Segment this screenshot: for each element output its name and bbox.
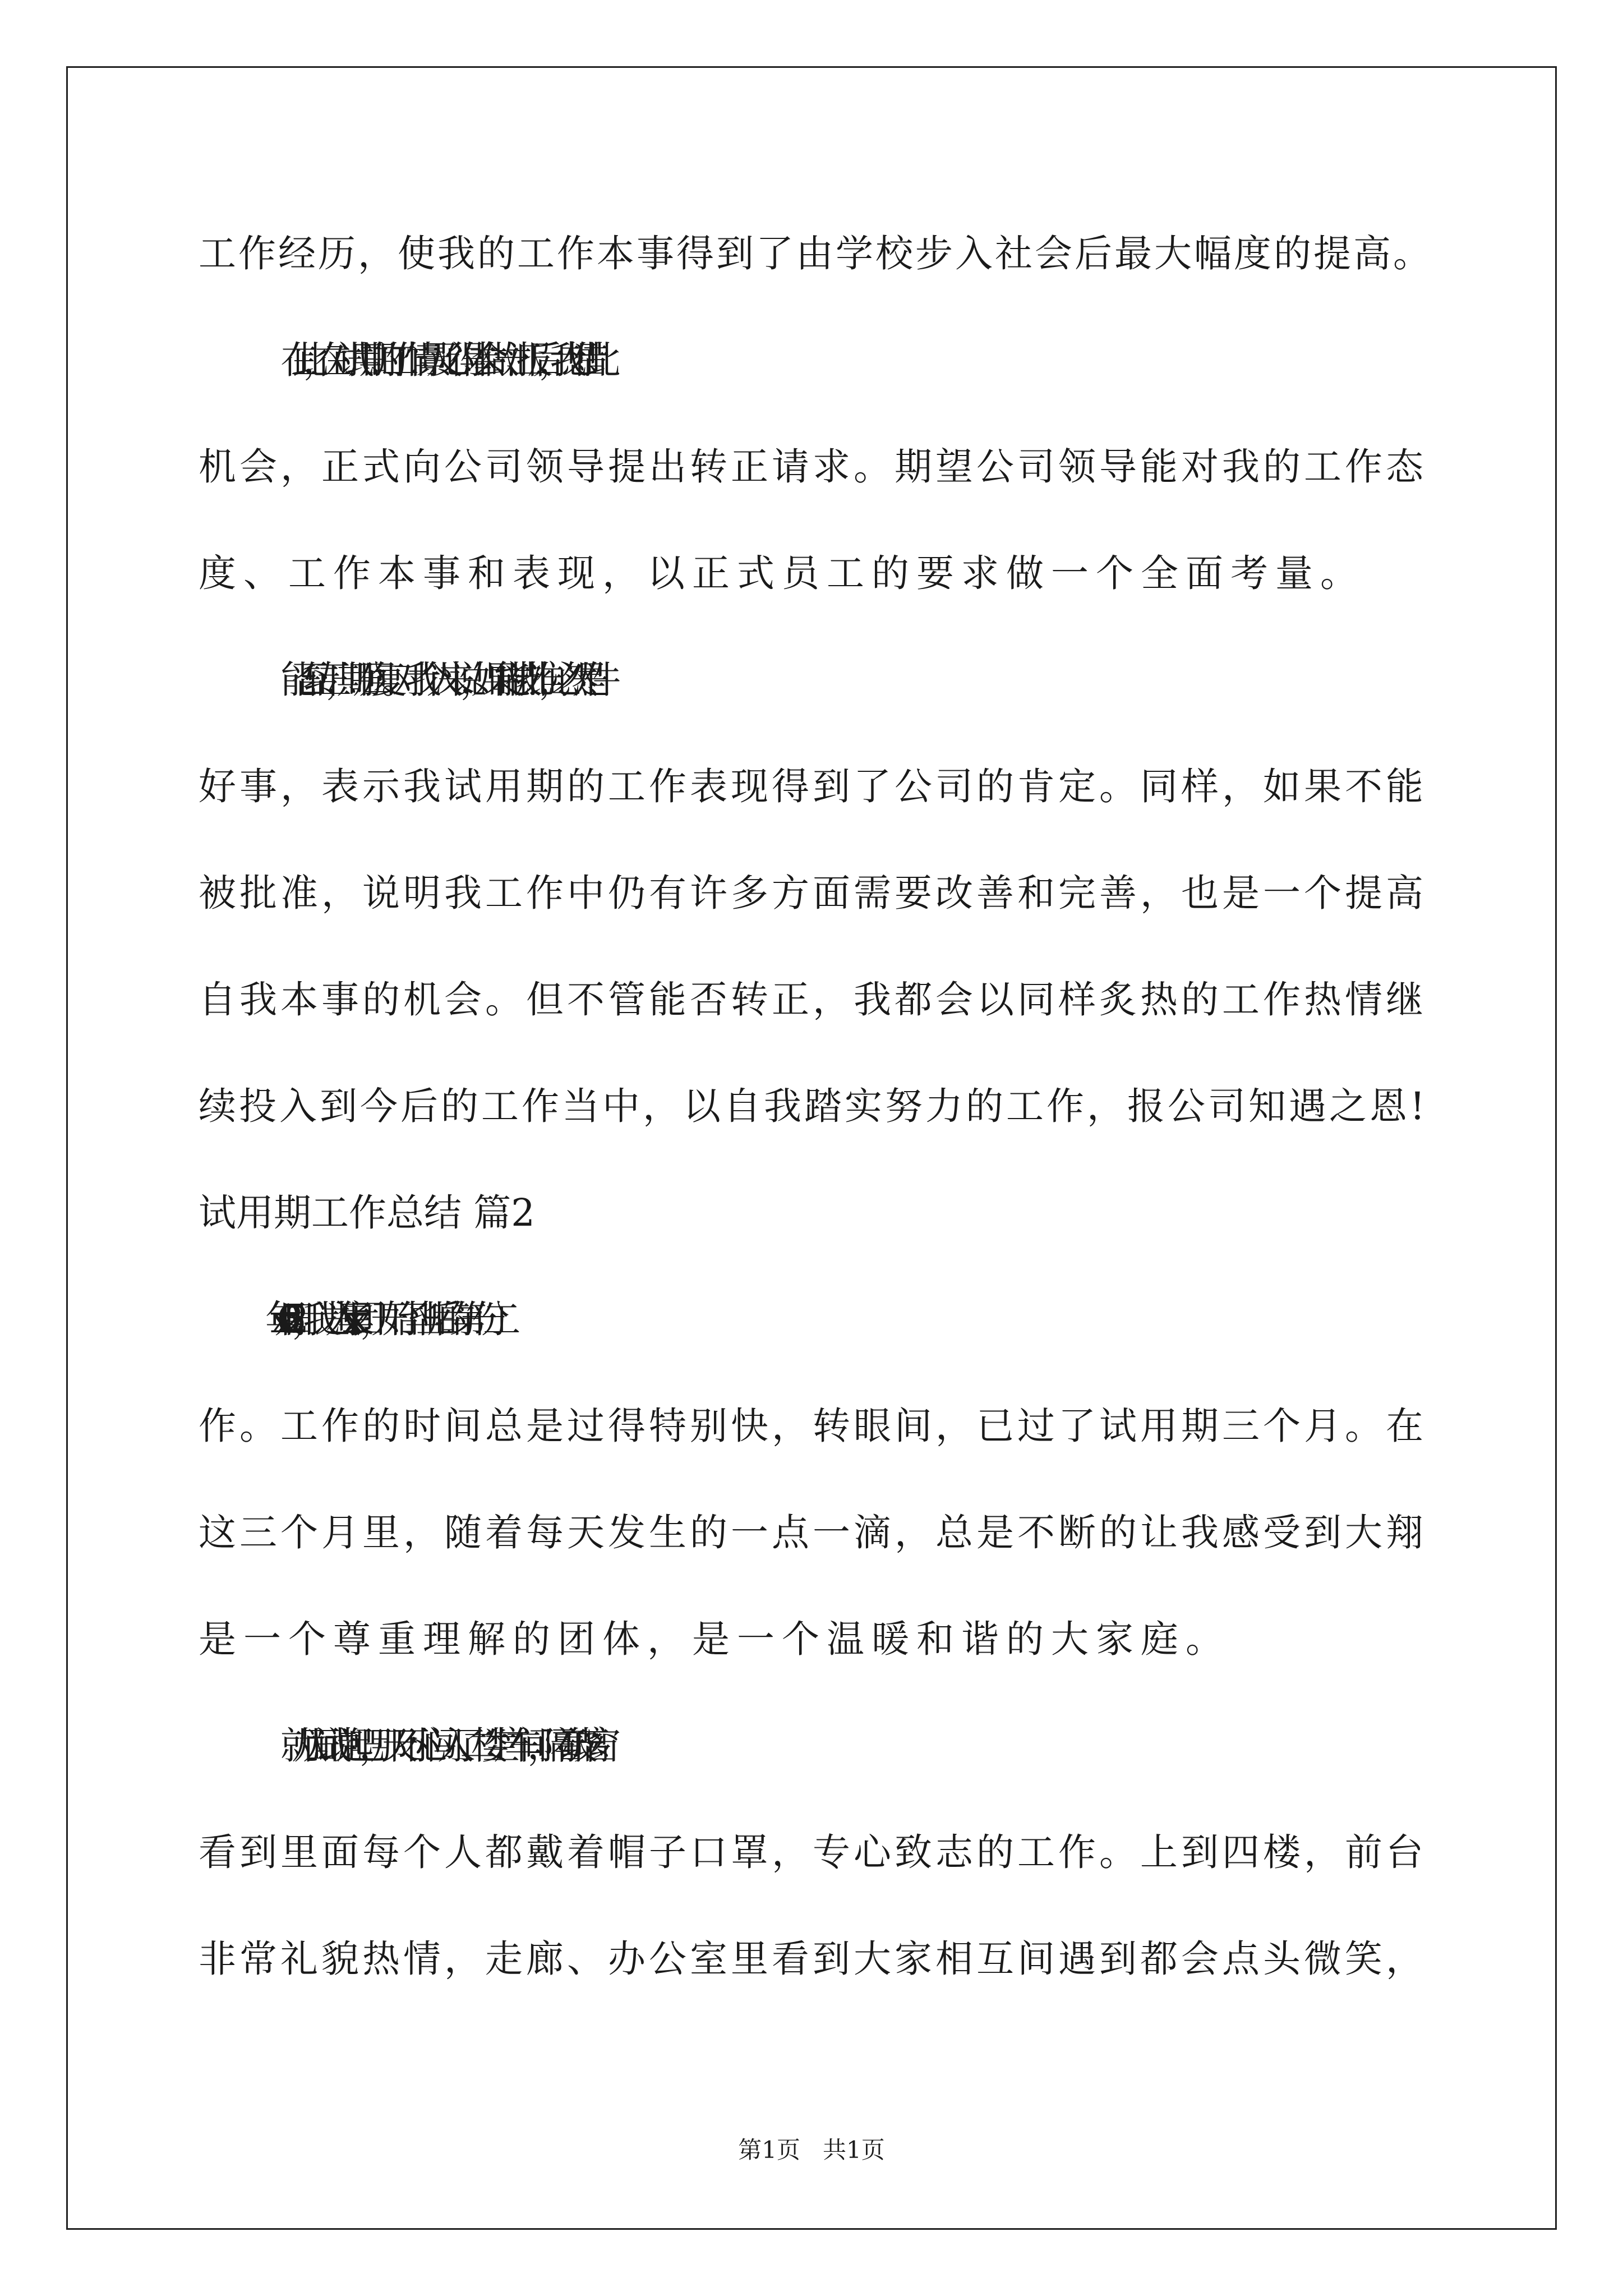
text-line: 是一个尊重理解的团体，是一个温暖和谐的大家庭。 xyxy=(199,1617,1230,1661)
text-line: 续投入到今后的工作当中，以自我踏实努力的工作，报公司知遇之恩! xyxy=(199,1084,1428,1128)
text-line: 工作经历，使我的工作本事得到了由学校步入社会后最大幅度的提高。 xyxy=(199,232,1433,275)
text-line: 这三个月里，随着每天发生的一点一滴，总是不断的让我感受到大翔 xyxy=(199,1511,1427,1554)
text-line: 就从面试说起吧，那天不小心闯入了二楼生产车间，隔着玻璃窗 xyxy=(280,1724,594,1768)
text-line: 度、工作本事和表现，以正式员工的要求做一个全面考量。 xyxy=(199,551,1365,595)
section-heading: 试用期工作总结 篇2 xyxy=(199,1191,535,1235)
text-line: 好事，表示我试用期的工作表现得到了公司的肯定。同样，如果不能 xyxy=(199,765,1427,808)
text-line: 看到里面每个人都戴着帽子口罩，专心致志的工作。上到四楼，前台 xyxy=(199,1830,1427,1874)
text-line: 机会，正式向公司领导提出转正请求。期望公司领导能对我的工作态 xyxy=(199,445,1427,489)
text-line: 在此，在对试用期的工作情景及心得体会做一汇报后，我想借此 xyxy=(280,338,594,382)
text-line: 能否转正，期盼回复。对我个人来说，如果能被批准，必然是件 xyxy=(280,658,594,702)
text-line: 20xx年6月25日，我进入了xx集团，开始了毕业后的第一份工 xyxy=(280,1297,495,1341)
text-line: 作。工作的时间总是过得特别快，转眼间，已过了试用期三个月。在 xyxy=(199,1404,1427,1448)
text-line: 自我本事的机会。但不管能否转正，我都会以同样炙热的工作热情继 xyxy=(199,978,1427,1022)
text-line: 被批准，说明我工作中仍有许多方面需要改善和完善，也是一个提高 xyxy=(199,871,1427,915)
text-line: 非常礼貌热情，走廊、办公室里看到大家相互间遇到都会点头微笑， xyxy=(199,1937,1427,1981)
page-footer: 第1页 共1页 xyxy=(738,2136,885,2164)
